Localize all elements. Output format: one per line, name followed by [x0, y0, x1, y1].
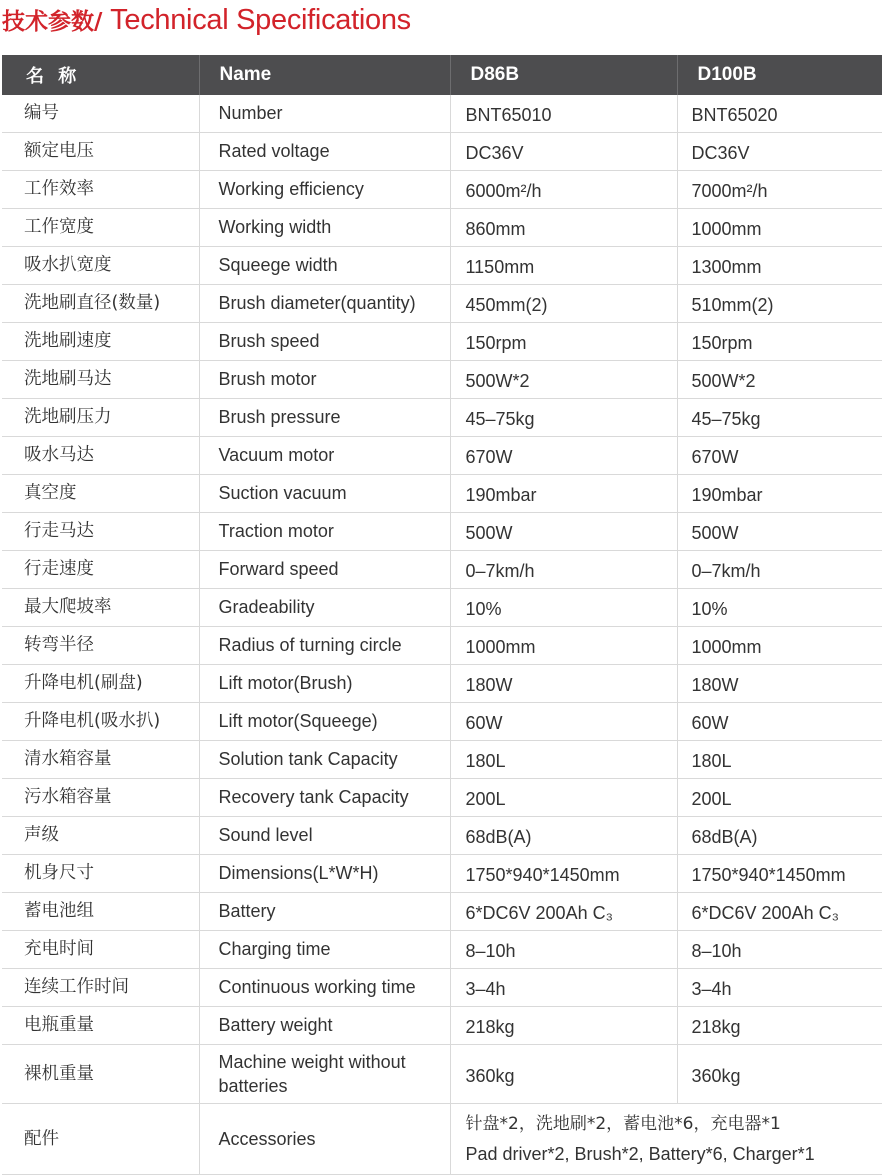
spec-name-zh: 工作效率 [2, 171, 199, 209]
spec-name-zh: 洗地刷马达 [2, 361, 199, 399]
accessories-value-zh: 针盘*2，洗地刷*2，蓄电池*6，充电器*1 [465, 1114, 781, 1134]
spec-value-d86b: 150rpm [450, 323, 677, 361]
spec-name-en: Vacuum motor [199, 437, 450, 475]
accessories-value-en: Pad driver*2, Brush*2, Battery*6, Charger*1 [465, 1144, 815, 1164]
spec-value-d100b: DC36V [677, 133, 882, 171]
table-row [2, 133, 882, 171]
page-title-en: Technical Specifications [102, 4, 411, 36]
spec-value-d86b: 3–4h [450, 969, 677, 1007]
spec-value-d86b: 500W [450, 513, 677, 551]
spec-value-d100b: 1750*940*1450mm [677, 855, 882, 893]
spec-name-en: Working efficiency [199, 171, 450, 209]
spec-name-zh: 升降电机(吸水扒) [2, 703, 199, 741]
spec-value-d100b: 500W*2 [677, 361, 882, 399]
spec-name-zh: 洗地刷直径(数量) [2, 285, 199, 323]
spec-value-d86b: 0–7km/h [450, 551, 677, 589]
table-body [2, 95, 882, 1175]
spec-name-en: Continuous working time [199, 969, 450, 1007]
spec-value-d100b: 180L [677, 741, 882, 779]
spec-value-d86b: 180W [450, 665, 677, 703]
spec-value-d86b: 218kg [450, 1007, 677, 1045]
table-row [2, 399, 882, 437]
spec-value-d86b: 670W [450, 437, 677, 475]
header-name-zh: 名 称 [2, 55, 199, 95]
spec-value-d100b: 1000mm [677, 209, 882, 247]
spec-value-d86b: 1000mm [450, 627, 677, 665]
spec-name-en: Forward speed [199, 551, 450, 589]
spec-value-d86b: DC36V [450, 133, 677, 171]
spec-name-en: Brush pressure [199, 399, 450, 437]
spec-value-d100b: 150rpm [677, 323, 882, 361]
spec-value-d100b: 60W [677, 703, 882, 741]
spec-name-en: Number [199, 95, 450, 133]
spec-value-d86b: 360kg [450, 1045, 677, 1104]
accessories-zh: 配件 [2, 1104, 199, 1175]
spec-name-en: Dimensions(L*W*H) [199, 855, 450, 893]
header-name-en: Name [199, 55, 450, 95]
table-row [2, 475, 882, 513]
table-row [2, 551, 882, 589]
spec-name-en: Battery [199, 893, 450, 931]
spec-value-d86b: 8–10h [450, 931, 677, 969]
spec-name-en: Battery weight [199, 1007, 450, 1045]
spec-value-d100b: 7000m²/h [677, 171, 882, 209]
spec-name-zh: 充电时间 [2, 931, 199, 969]
spec-value-d100b: 8–10h [677, 931, 882, 969]
table-row [2, 1007, 882, 1045]
spec-name-zh: 吸水马达 [2, 437, 199, 475]
spec-value-d100b: 180W [677, 665, 882, 703]
spec-value-d100b: BNT65020 [677, 95, 882, 133]
table-row [2, 589, 882, 627]
spec-name-en: Charging time [199, 931, 450, 969]
spec-value-d86b: 10% [450, 589, 677, 627]
spec-value-d86b: 45–75kg [450, 399, 677, 437]
spec-value-d100b: 510mm(2) [677, 285, 882, 323]
header-d100b: D100B [677, 55, 882, 95]
spec-name-zh: 电瓶重量 [2, 1007, 199, 1045]
spec-name-zh: 转弯半径 [2, 627, 199, 665]
table-row [2, 703, 882, 741]
spec-name-zh: 声级 [2, 817, 199, 855]
spec-name-en: Traction motor [199, 513, 450, 551]
table-row [2, 323, 882, 361]
table-row [2, 931, 882, 969]
table-row [2, 893, 882, 931]
spec-name-zh: 工作宽度 [2, 209, 199, 247]
spec-name-zh: 额定电压 [2, 133, 199, 171]
spec-value-d86b: 860mm [450, 209, 677, 247]
table-row [2, 627, 882, 665]
spec-value-d100b: 0–7km/h [677, 551, 882, 589]
spec-value-d86b: BNT65010 [450, 95, 677, 133]
spec-value-d100b: 218kg [677, 1007, 882, 1045]
accessories-en: Accessories [199, 1104, 450, 1175]
table-row [2, 741, 882, 779]
table-row [2, 285, 882, 323]
spec-name-zh: 编号 [2, 95, 199, 133]
spec-name-zh: 洗地刷速度 [2, 323, 199, 361]
spec-name-en: Working width [199, 209, 450, 247]
spec-name-zh: 升降电机(刷盘) [2, 665, 199, 703]
spec-name-zh: 最大爬坡率 [2, 589, 199, 627]
spec-value-d100b: 360kg [677, 1045, 882, 1104]
table-row-accessories [2, 1104, 882, 1175]
spec-name-zh: 洗地刷压力 [2, 399, 199, 437]
spec-name-zh: 裸机重量 [2, 1045, 199, 1104]
table-row [2, 171, 882, 209]
spec-value-d100b: 45–75kg [677, 399, 882, 437]
table-row [2, 1045, 882, 1104]
spec-table [2, 55, 882, 1175]
table-row [2, 779, 882, 817]
spec-value-d100b: 190mbar [677, 475, 882, 513]
page-title [2, 0, 411, 40]
spec-value-d100b: 10% [677, 589, 882, 627]
header-row [2, 55, 882, 95]
spec-name-zh: 吸水扒宽度 [2, 247, 199, 285]
spec-name-zh: 机身尺寸 [2, 855, 199, 893]
spec-value-d86b: 500W*2 [450, 361, 677, 399]
accessories-value [450, 1104, 882, 1175]
spec-value-d86b: 6*DC6V 200Ah C₃ [450, 893, 677, 931]
spec-name-en: Brush motor [199, 361, 450, 399]
page-title-zh: 技术参数/ [2, 9, 103, 35]
spec-value-d86b: 180L [450, 741, 677, 779]
spec-name-zh: 污水箱容量 [2, 779, 199, 817]
spec-name-zh: 连续工作时间 [2, 969, 199, 1007]
table-row [2, 95, 882, 133]
spec-name-en: Sound level [199, 817, 450, 855]
spec-name-zh: 行走速度 [2, 551, 199, 589]
table-row [2, 437, 882, 475]
spec-name-en: Lift motor(Squeege) [199, 703, 450, 741]
spec-value-d100b: 68dB(A) [677, 817, 882, 855]
spec-value-d86b: 6000m²/h [450, 171, 677, 209]
spec-value-d86b: 450mm(2) [450, 285, 677, 323]
table-row [2, 361, 882, 399]
spec-name-zh: 行走马达 [2, 513, 199, 551]
spec-name-en: Suction vacuum [199, 475, 450, 513]
spec-name-en: Squeege width [199, 247, 450, 285]
spec-value-d100b: 1300mm [677, 247, 882, 285]
spec-name-en: Machine weight without batteries [199, 1045, 450, 1104]
header-d86b: D86B [450, 55, 677, 95]
table-row [2, 969, 882, 1007]
spec-value-d100b: 1000mm [677, 627, 882, 665]
spec-name-en: Recovery tank Capacity [199, 779, 450, 817]
spec-name-zh: 蓄电池组 [2, 893, 199, 931]
spec-name-en: Lift motor(Brush) [199, 665, 450, 703]
spec-value-d100b: 670W [677, 437, 882, 475]
spec-name-en: Radius of turning circle [199, 627, 450, 665]
spec-value-d86b: 1750*940*1450mm [450, 855, 677, 893]
spec-name-en: Rated voltage [199, 133, 450, 171]
spec-value-d86b: 60W [450, 703, 677, 741]
spec-value-d100b: 3–4h [677, 969, 882, 1007]
table-header [2, 55, 882, 95]
spec-name-en: Brush speed [199, 323, 450, 361]
table-row [2, 665, 882, 703]
spec-value-d86b: 1150mm [450, 247, 677, 285]
table-row [2, 513, 882, 551]
spec-name-zh: 清水箱容量 [2, 741, 199, 779]
spec-value-d86b: 190mbar [450, 475, 677, 513]
table-row [2, 817, 882, 855]
spec-value-d100b: 6*DC6V 200Ah C₃ [677, 893, 882, 931]
spec-value-d100b: 200L [677, 779, 882, 817]
spec-name-en: Solution tank Capacity [199, 741, 450, 779]
spec-value-d100b: 500W [677, 513, 882, 551]
spec-name-en: Gradeability [199, 589, 450, 627]
spec-name-en: Brush diameter(quantity) [199, 285, 450, 323]
spec-name-zh: 真空度 [2, 475, 199, 513]
table-row [2, 855, 882, 893]
table-row [2, 247, 882, 285]
table-row [2, 209, 882, 247]
spec-value-d86b: 200L [450, 779, 677, 817]
spec-value-d86b: 68dB(A) [450, 817, 677, 855]
